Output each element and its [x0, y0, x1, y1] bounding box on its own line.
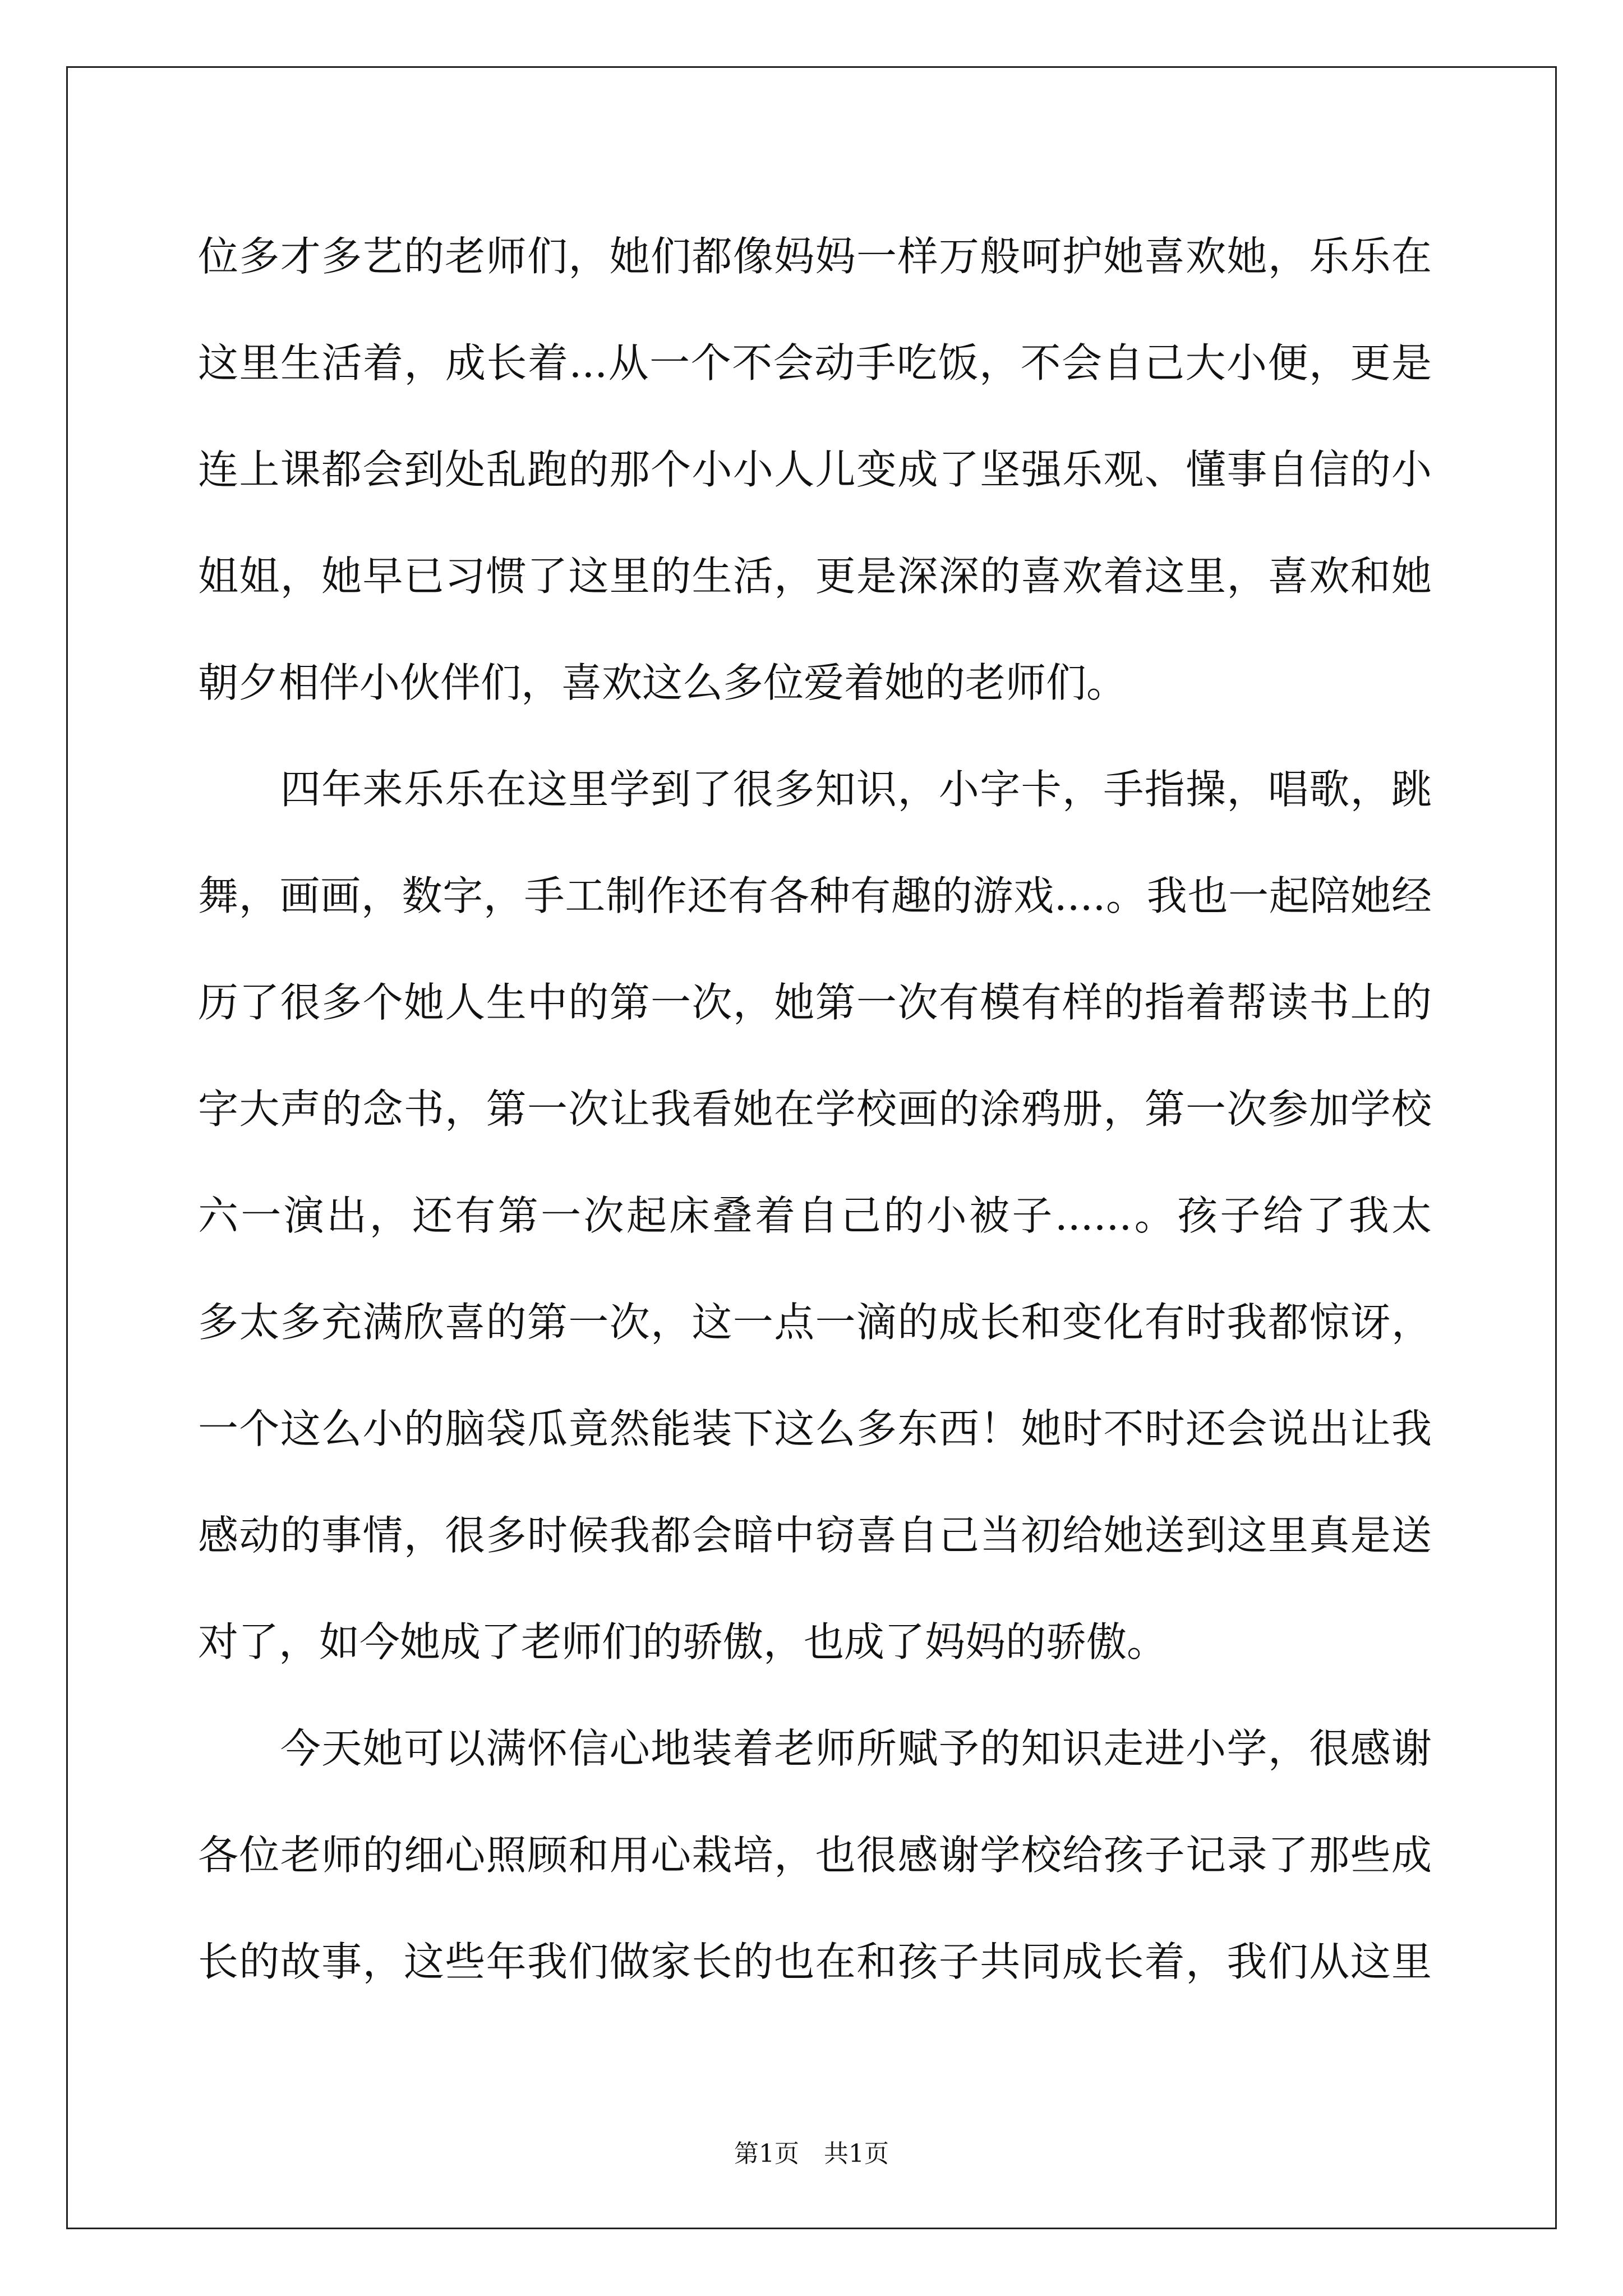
text-line: 一个这么小的脑袋瓜竟然能装下这么多东西！她时不时还会说出让我	[198, 1405, 1432, 1452]
text-line: 长的故事，这些年我们做家长的也在和孩子共同成长着，我们从这里	[198, 1938, 1432, 1985]
text-line: 历了很多个她人生中的第一次，她第一次有模有样的指着帮读书上的	[198, 979, 1432, 1026]
text-line: 今天她可以满怀信心地装着老师所赋予的知识走进小学，很感谢	[198, 1725, 1432, 1772]
document-body	[198, 203, 1432, 2015]
text-line: 朝夕相伴小伙伴们，喜欢这么多位爱着她的老师们。	[198, 659, 1127, 706]
page-footer: 第1页 共1页	[734, 2139, 889, 2168]
text-line: 多太多充满欣喜的第一次，这一点一滴的成长和变化有时我都惊讶，	[198, 1299, 1432, 1346]
text-line: 连上课都会到处乱跑的那个小小人儿变成了坚强乐观、懂事自信的小	[198, 446, 1432, 493]
text-line: 姐姐，她早已习惯了这里的生活，更是深深的喜欢着这里，喜欢和她	[198, 553, 1432, 600]
text-line: 感动的事情，很多时候我都会暗中窃喜自己当初给她送到这里真是送	[198, 1512, 1432, 1559]
text-line: 对了，如今她成了老师们的骄傲，也成了妈妈的骄傲。	[198, 1618, 1168, 1665]
text-line: 字大声的念书，第一次让我看她在学校画的涂鸦册，第一次参加学校	[198, 1085, 1432, 1133]
text-line: 四年来乐乐在这里学到了很多知识，小字卡，手指操，唱歌，跳	[198, 766, 1432, 813]
text-line: 六一演出，还有第一次起床叠着自己的小被子......。孩子给了我太	[198, 1192, 1432, 1239]
text-line: 舞，画画，数字，手工制作还有各种有趣的游戏....。我也一起陪她经	[198, 872, 1432, 919]
text-line: 位多才多艺的老师们，她们都像妈妈一样万般呵护她喜欢她，乐乐在	[198, 233, 1432, 280]
text-line: 各位老师的细心照顾和用心栽培，也很感谢学校给孩子记录了那些成	[198, 1832, 1432, 1879]
text-line: 这里生活着，成长着...从一个不会动手吃饭，不会自己大小便，更是	[198, 339, 1432, 386]
